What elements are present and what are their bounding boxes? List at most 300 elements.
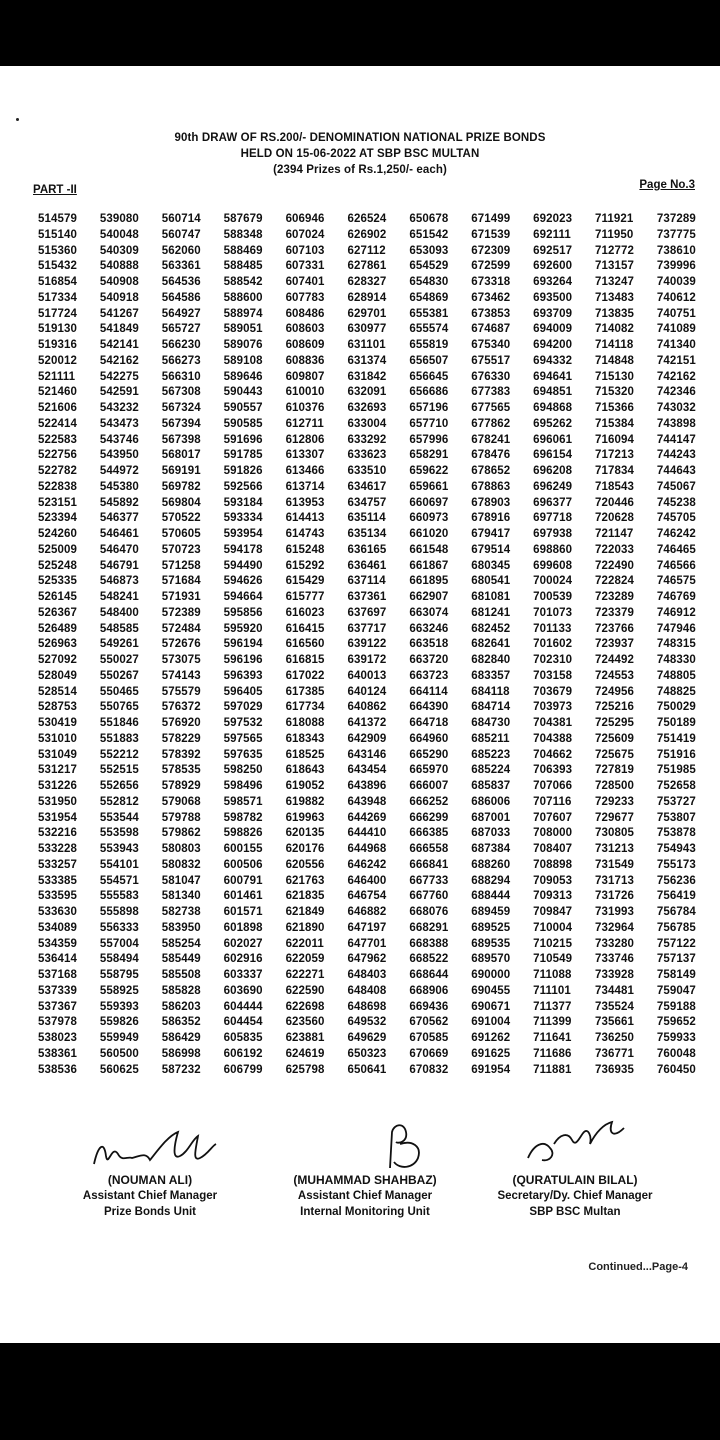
bond-number: 714118 (595, 339, 634, 351)
bond-number: 707607 (533, 811, 573, 824)
bond-number: 530419 (38, 717, 77, 729)
bond-number: 668291 (409, 921, 449, 934)
bond-number: 756785 (656, 921, 696, 934)
bond-number: 741340 (656, 339, 696, 351)
bond-number: 523394 (38, 512, 77, 525)
bond-number: 570605 (161, 528, 201, 540)
bond-number: 725216 (595, 701, 634, 714)
bond-number: 641372 (347, 717, 387, 729)
bond-number: 710215 (533, 937, 573, 950)
bond-number: 659622 (409, 465, 449, 477)
bond-number: 515432 (38, 260, 77, 273)
bond-number: 582738 (161, 906, 201, 918)
bond-number: 709847 (533, 906, 573, 918)
bond-number: 549261 (99, 638, 139, 651)
bond-number: 740612 (656, 291, 696, 304)
bond-number: 609807 (285, 370, 325, 383)
bond-number: 522583 (38, 433, 77, 446)
bond-number: 685224 (471, 764, 511, 777)
bond-number: 570723 (161, 543, 201, 556)
bond-number: 729677 (595, 811, 634, 824)
bond-number: 589051 (223, 323, 263, 336)
bond-number: 572676 (161, 638, 201, 651)
bond-number: 703679 (533, 685, 573, 698)
bond-number: 615292 (285, 559, 325, 572)
bond-number: 746575 (656, 575, 696, 588)
bond-number: 759933 (656, 1032, 696, 1044)
bond-number: 528049 (38, 669, 77, 682)
bond-number: 621849 (285, 906, 325, 918)
signatory-unit: SBP BSC Multan (529, 1206, 621, 1218)
bond-number: 519316 (38, 339, 77, 351)
bond-number: 675340 (471, 339, 511, 351)
bond-number: 693500 (533, 291, 573, 304)
bond-number: 527092 (38, 654, 77, 666)
bond-number: 515140 (38, 228, 77, 241)
bond-number: 598250 (223, 764, 263, 777)
bond-number: 531950 (38, 795, 77, 808)
bond-number: 533257 (38, 858, 77, 871)
bond-number: 682840 (471, 654, 511, 666)
bond-number: 571684 (161, 575, 201, 588)
bond-number: 543746 (99, 433, 139, 446)
bond-number: 688444 (471, 890, 511, 903)
bond-number: 531217 (38, 764, 77, 777)
bond-number: 515360 (38, 244, 77, 257)
bond-number: 626524 (347, 213, 387, 225)
bond-number: 707116 (533, 795, 572, 808)
bond-number: 696208 (533, 465, 573, 477)
bond-number: 601461 (223, 890, 263, 903)
signature-nouman (88, 1126, 228, 1176)
bond-number-grid (38, 212, 696, 1136)
bond-number: 526367 (38, 606, 77, 619)
bond-number: 607401 (285, 276, 325, 288)
bond-number: 612806 (285, 433, 325, 446)
bond-number: 650323 (347, 1047, 387, 1060)
bond-number: 537339 (38, 984, 77, 997)
bond-number: 679417 (471, 528, 511, 540)
bond-number: 720628 (595, 512, 634, 525)
bond-number: 533228 (38, 843, 77, 855)
bond-number: 685223 (471, 748, 511, 761)
bond-number: 543232 (99, 402, 139, 414)
bond-number: 655819 (409, 339, 449, 351)
bond-number: 567394 (161, 417, 201, 430)
bond-number: 644410 (347, 827, 387, 840)
bond-number: 631101 (347, 339, 386, 351)
bond-number: 581340 (161, 890, 201, 903)
bond-number: 644269 (347, 811, 387, 824)
bond-number: 708407 (533, 843, 573, 855)
bond-number: 580832 (161, 858, 201, 871)
bond-number: 623881 (285, 1032, 325, 1044)
bond-number: 710004 (533, 921, 573, 934)
bond-number: 569191 (161, 465, 201, 477)
bond-number: 686006 (471, 795, 511, 808)
bond-number: 618343 (285, 732, 325, 745)
bond-number: 540309 (99, 244, 139, 257)
bond-number: 537978 (38, 1016, 77, 1029)
part-label: PART -II (33, 184, 77, 196)
bond-number: 679514 (471, 543, 511, 556)
bond-number: 597029 (223, 701, 263, 714)
bond-number: 550465 (99, 685, 139, 698)
bond-number: 696061 (533, 433, 573, 446)
bond-number: 616023 (285, 606, 325, 619)
bond-number: 735661 (595, 1016, 634, 1029)
bond-number: 750029 (656, 701, 696, 714)
bond-number: 552656 (99, 780, 139, 792)
bond-number: 690671 (471, 1000, 511, 1013)
bond-number: 542141 (99, 339, 139, 351)
bond-number: 743032 (656, 402, 696, 414)
bond-number: 758149 (656, 969, 696, 981)
bond-number: 736771 (595, 1047, 634, 1060)
bond-number: 651542 (409, 228, 449, 241)
bond-number: 725295 (595, 717, 634, 729)
bond-number: 759047 (656, 984, 696, 997)
bond-number: 660973 (409, 512, 449, 525)
bond-number: 573075 (161, 654, 201, 666)
bond-number: 550027 (99, 654, 139, 666)
bond-number: 663518 (409, 638, 449, 651)
bond-number: 712772 (595, 244, 634, 257)
bond-number: 622698 (285, 1000, 325, 1013)
bond-number: 642909 (347, 732, 387, 745)
bond-number: 522414 (38, 417, 77, 430)
bond-number: 703158 (533, 669, 573, 682)
bond-number: 671539 (471, 228, 511, 241)
bond-number: 657996 (409, 433, 449, 446)
bond-number: 639122 (347, 638, 387, 651)
bond-number: 728500 (595, 780, 634, 792)
bond-number: 558494 (99, 953, 139, 966)
bond-number: 522782 (38, 465, 77, 477)
bond-number: 578229 (161, 732, 201, 745)
bond-number: 572389 (161, 606, 201, 619)
bond-number: 666299 (409, 811, 449, 824)
bond-column (471, 212, 510, 1136)
bond-number: 545892 (99, 496, 139, 509)
bond-number: 748825 (656, 685, 696, 698)
bond-number: 748330 (656, 654, 696, 666)
bond-number: 656686 (409, 386, 449, 399)
bond-number: 661895 (409, 575, 449, 588)
bond-number: 742151 (656, 354, 696, 367)
signatory-1 (70, 1172, 230, 1220)
bond-number: 676330 (471, 370, 511, 383)
bond-number: 542162 (99, 354, 139, 367)
signatory-2 (275, 1172, 455, 1220)
bond-number: 664390 (409, 701, 449, 714)
bond-number: 698860 (533, 543, 573, 556)
signatory-name: (NOUMAN ALI) (107, 1173, 193, 1187)
bond-number: 713483 (595, 291, 634, 304)
bond-number: 684730 (471, 717, 511, 729)
signatory-title: Secretary/Dy. Chief Manager (497, 1190, 653, 1202)
bond-number: 604454 (223, 1016, 263, 1029)
bond-column (100, 212, 139, 1136)
bond-number: 521460 (38, 386, 77, 399)
bond-number: 608609 (285, 339, 325, 351)
bond-column (286, 212, 325, 1136)
bond-number: 691262 (471, 1032, 511, 1044)
bond-number: 615429 (285, 575, 325, 588)
bond-number: 528753 (38, 701, 77, 714)
bond-number: 566273 (161, 354, 201, 367)
bond-number: 688260 (471, 858, 511, 871)
bond-number: 594490 (223, 559, 263, 572)
bond-number: 709053 (533, 874, 573, 887)
bond-number: 715366 (595, 402, 634, 414)
bond-number: 517334 (38, 291, 77, 304)
bond-number: 633510 (347, 465, 387, 477)
bond-number: 681081 (471, 591, 511, 603)
bond-number: 735524 (595, 1000, 634, 1013)
bond-number: 588542 (223, 276, 263, 288)
bond-number: 588600 (223, 291, 263, 304)
bond-number: 666385 (409, 827, 449, 840)
bond-number: 614413 (285, 512, 325, 525)
bond-number: 717213 (595, 449, 634, 462)
bond-number: 731993 (595, 906, 634, 918)
bond-number: 741089 (656, 323, 696, 336)
bond-number: 559949 (99, 1032, 139, 1044)
bond-number: 560625 (99, 1063, 139, 1076)
bond-number: 701133 (533, 622, 572, 635)
bond-number: 760048 (656, 1047, 696, 1060)
bond-number: 543950 (99, 449, 139, 462)
bond-number: 598571 (223, 795, 263, 808)
bond-number: 591696 (223, 433, 263, 446)
bond-number: 542591 (99, 386, 139, 399)
bond-number: 585449 (161, 953, 201, 966)
bond-number: 610376 (285, 402, 325, 414)
bond-number: 548585 (99, 622, 139, 635)
bond-number: 579788 (161, 811, 201, 824)
bond-number: 606946 (285, 213, 325, 225)
bond-number: 707066 (533, 780, 573, 792)
bond-number: 695262 (533, 417, 573, 430)
bond-number: 616415 (285, 622, 325, 635)
bond-number: 562060 (161, 244, 201, 257)
bond-number: 760450 (656, 1063, 696, 1076)
bond-number: 552515 (99, 764, 139, 777)
bond-number: 704662 (533, 748, 573, 761)
bond-number: 722824 (595, 575, 634, 588)
bond-number: 542275 (99, 370, 139, 383)
bond-number: 647701 (347, 937, 387, 950)
bond-number: 514579 (38, 213, 77, 225)
bond-number: 554571 (99, 874, 139, 887)
bond-number: 623560 (285, 1016, 325, 1029)
bond-number: 706393 (533, 764, 573, 777)
bond-number: 594178 (223, 543, 263, 556)
bond-number: 564536 (161, 276, 201, 288)
signatory-name: (QURATULAIN BILAL) (512, 1173, 638, 1187)
bond-number: 598826 (223, 827, 263, 840)
bond-number: 603337 (223, 969, 263, 981)
bond-number: 593334 (223, 512, 263, 525)
bond-number: 668522 (409, 953, 449, 966)
bond-number: 525248 (38, 559, 77, 572)
bond-number: 721147 (595, 528, 634, 540)
bond-number: 733928 (595, 969, 634, 981)
bond-number: 565727 (161, 323, 201, 336)
bond-number: 716094 (595, 433, 634, 446)
bond-number: 678476 (471, 449, 511, 462)
bond-number: 755173 (656, 858, 696, 871)
bond-column (657, 212, 696, 1136)
bond-number: 596393 (223, 669, 263, 682)
bond-column (162, 212, 201, 1136)
bond-number: 718543 (595, 480, 634, 493)
bond-number: 737289 (656, 213, 696, 225)
continued-note: Continued...Page-4 (588, 1261, 688, 1273)
bond-number: 600791 (223, 874, 263, 887)
bond-number: 572484 (161, 622, 201, 635)
bond-number: 533630 (38, 906, 77, 918)
bond-number: 682452 (471, 622, 511, 635)
bond-number: 692600 (533, 260, 573, 273)
bond-number: 750189 (656, 717, 696, 729)
bond-number: 630977 (347, 323, 387, 336)
bond-number: 607024 (285, 228, 325, 241)
bond-number: 751419 (656, 732, 696, 745)
bond-number: 588974 (223, 307, 263, 320)
bond-number: 678863 (471, 480, 511, 493)
bond-number: 731713 (595, 874, 634, 887)
bond-number: 655381 (409, 307, 449, 320)
bond-number: 668644 (409, 969, 449, 981)
bond-number: 602916 (223, 953, 263, 966)
bond-number: 555583 (99, 890, 139, 903)
bond-number: 672309 (471, 244, 511, 257)
bond-number: 745238 (656, 496, 696, 509)
bond-number: 654830 (409, 276, 449, 288)
bond-number: 559393 (99, 1000, 139, 1013)
bond-number: 597565 (223, 732, 263, 745)
bond-number: 553544 (99, 811, 139, 824)
bond-number: 619882 (285, 795, 325, 808)
bond-number: 669436 (409, 1000, 449, 1013)
bond-number: 637361 (347, 591, 387, 603)
bond-number: 576920 (161, 717, 201, 729)
bond-number: 575579 (161, 685, 201, 698)
bond-number: 616815 (285, 654, 325, 666)
bond-number: 629701 (347, 307, 387, 320)
bond-number: 685837 (471, 780, 511, 792)
bond-number: 521111 (38, 370, 76, 383)
bond-number: 590585 (223, 417, 263, 430)
bond-number: 725609 (595, 732, 634, 745)
bond-number: 666252 (409, 795, 449, 808)
bond-number: 673853 (471, 307, 511, 320)
bond-number: 729233 (595, 795, 634, 808)
bond-number: 662907 (409, 591, 449, 603)
bond-number: 742346 (656, 386, 696, 399)
bond-number: 552212 (99, 748, 139, 761)
bond-number: 751916 (656, 748, 696, 761)
bond-number: 757122 (656, 937, 696, 950)
bond-number: 567324 (161, 402, 201, 414)
bond-number: 571931 (161, 591, 201, 603)
bond-number: 637717 (347, 622, 387, 635)
document-page (0, 66, 720, 1343)
bond-number: 578535 (161, 764, 201, 777)
bond-number: 524260 (38, 528, 77, 540)
bond-number: 715384 (595, 417, 634, 430)
bond-number: 522756 (38, 449, 77, 462)
bond-number: 531954 (38, 811, 77, 824)
bond-number: 607103 (285, 244, 325, 257)
bond-number: 606799 (223, 1063, 263, 1076)
bond-number: 617734 (285, 701, 325, 714)
bond-number: 654529 (409, 260, 449, 273)
bond-number: 646400 (347, 874, 387, 887)
bond-number: 587232 (161, 1063, 201, 1076)
bond-number: 553598 (99, 827, 139, 840)
bond-number: 689525 (471, 921, 511, 934)
bond-number: 746242 (656, 528, 696, 540)
bond-number: 753727 (656, 795, 696, 808)
bond-number: 598496 (223, 780, 263, 792)
bond-number: 663074 (409, 606, 449, 619)
bond-number: 622590 (285, 984, 325, 997)
bond-number: 753807 (656, 811, 696, 824)
bond-number: 694009 (533, 323, 573, 336)
bond-number: 684118 (471, 685, 510, 698)
bond-number: 634617 (347, 480, 387, 493)
bond-number: 699608 (533, 559, 573, 572)
bond-number: 534089 (38, 921, 77, 934)
bond-number: 567308 (161, 386, 201, 399)
bond-number: 620135 (285, 827, 325, 840)
bond-number: 560500 (99, 1047, 139, 1060)
bond-number: 711921 (595, 213, 634, 225)
bond-number: 747946 (656, 622, 696, 635)
bond-number: 596194 (223, 638, 263, 651)
bond-number: 588469 (223, 244, 263, 257)
bond-number: 733746 (595, 953, 634, 966)
bond-number: 711686 (533, 1047, 572, 1060)
bond-number: 690455 (471, 984, 511, 997)
bond-number: 711101 (533, 984, 571, 997)
bond-number: 670562 (409, 1016, 449, 1029)
bond-number: 711399 (533, 1016, 572, 1029)
bond-number: 526145 (38, 591, 77, 603)
bond-number: 711881 (533, 1063, 572, 1076)
bond-column (595, 212, 634, 1136)
bond-number: 546377 (99, 512, 139, 525)
bond-number: 643896 (347, 780, 387, 792)
bond-number: 694851 (533, 386, 573, 399)
bond-number: 593954 (223, 528, 263, 540)
bond-number: 578392 (161, 748, 201, 761)
bond-number: 615777 (285, 591, 325, 603)
bond-number: 687033 (471, 827, 511, 840)
bond-number: 622059 (285, 953, 325, 966)
bond-number: 621763 (285, 874, 325, 887)
bond-number: 590443 (223, 386, 263, 399)
bond-number: 725675 (595, 748, 634, 761)
bond-number: 620176 (285, 843, 325, 855)
bond-number: 723379 (595, 606, 634, 619)
bond-number: 525335 (38, 575, 77, 588)
bond-number: 746465 (656, 543, 696, 556)
bond-number: 756419 (656, 890, 696, 903)
